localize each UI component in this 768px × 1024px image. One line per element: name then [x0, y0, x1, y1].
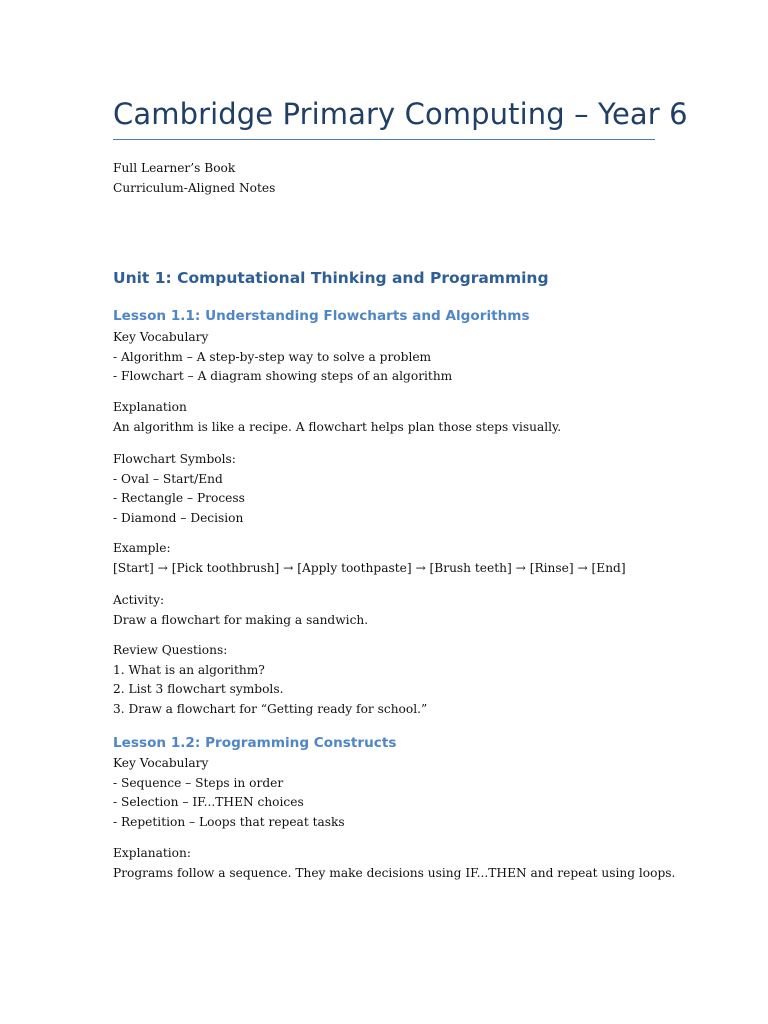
lesson-heading-1-2: Lesson 1.2: Programming Constructs: [113, 735, 397, 751]
symbol-item: - Oval – Start/End: [113, 471, 223, 486]
document-title: Cambridge Primary Computing – Year 6: [113, 97, 688, 131]
review-item: 3. Draw a flowchart for “Getting ready for school.”: [113, 701, 428, 716]
subtitle-block: [113, 159, 275, 198]
vocab-item: - Selection – IF...THEN choices: [113, 795, 304, 809]
review-item: 2. List 3 flowchart symbols.: [113, 682, 284, 696]
activity-text: Draw a flowchart for making a sandwich.: [113, 612, 369, 627]
symbol-item: - Rectangle – Process: [113, 491, 245, 505]
section-title: Key Vocabulary: [113, 756, 209, 770]
title-underline: [113, 139, 655, 140]
explanation-section-1-2: [113, 844, 675, 883]
unit-heading: Unit 1: Computational Thinking and Programming: [113, 269, 549, 287]
vocab-section-1-1: [113, 328, 452, 387]
symbols-section: [113, 450, 245, 528]
subtitle-line: Curriculum-Aligned Notes: [113, 180, 276, 195]
section-title: Review Questions:: [113, 643, 228, 657]
subtitle-line: Full Learner’s Book: [113, 161, 236, 175]
explanation-text: Programs follow a sequence. They make decisions using IF...THEN and repeat using loops.: [113, 865, 676, 880]
example-text: [Start] → [Pick toothbrush] → [Apply toothpaste] → [Brush teeth] → [Rinse] → [End]: [113, 560, 626, 575]
activity-section: [113, 591, 368, 630]
explanation-section-1-1: [113, 398, 561, 437]
example-section: [113, 539, 626, 578]
vocab-item: - Repetition – Loops that repeat tasks: [113, 814, 345, 829]
section-title: Explanation:: [113, 846, 191, 860]
section-title: Example:: [113, 541, 171, 555]
section-title: Flowchart Symbols:: [113, 452, 236, 466]
vocab-section-1-2: [113, 754, 345, 832]
vocab-item: - Flowchart – A diagram showing steps of an algorithm: [113, 369, 453, 383]
vocab-item: - Sequence – Steps in order: [113, 775, 284, 790]
symbol-item: - Diamond – Decision: [113, 510, 244, 525]
explanation-text: An algorithm is like a recipe. A flowchart helps plan those steps visually.: [113, 419, 562, 434]
vocab-item: - Algorithm – A step-by-step way to solve a problem: [113, 349, 432, 364]
section-title: Activity:: [113, 593, 165, 607]
section-title: Key Vocabulary: [113, 330, 209, 344]
review-item: 1. What is an algorithm?: [113, 662, 265, 677]
review-section: [113, 641, 427, 719]
lesson-heading-1-1: Lesson 1.1: Understanding Flowcharts and Algorithms: [113, 308, 530, 324]
section-title: Explanation: [113, 400, 187, 414]
